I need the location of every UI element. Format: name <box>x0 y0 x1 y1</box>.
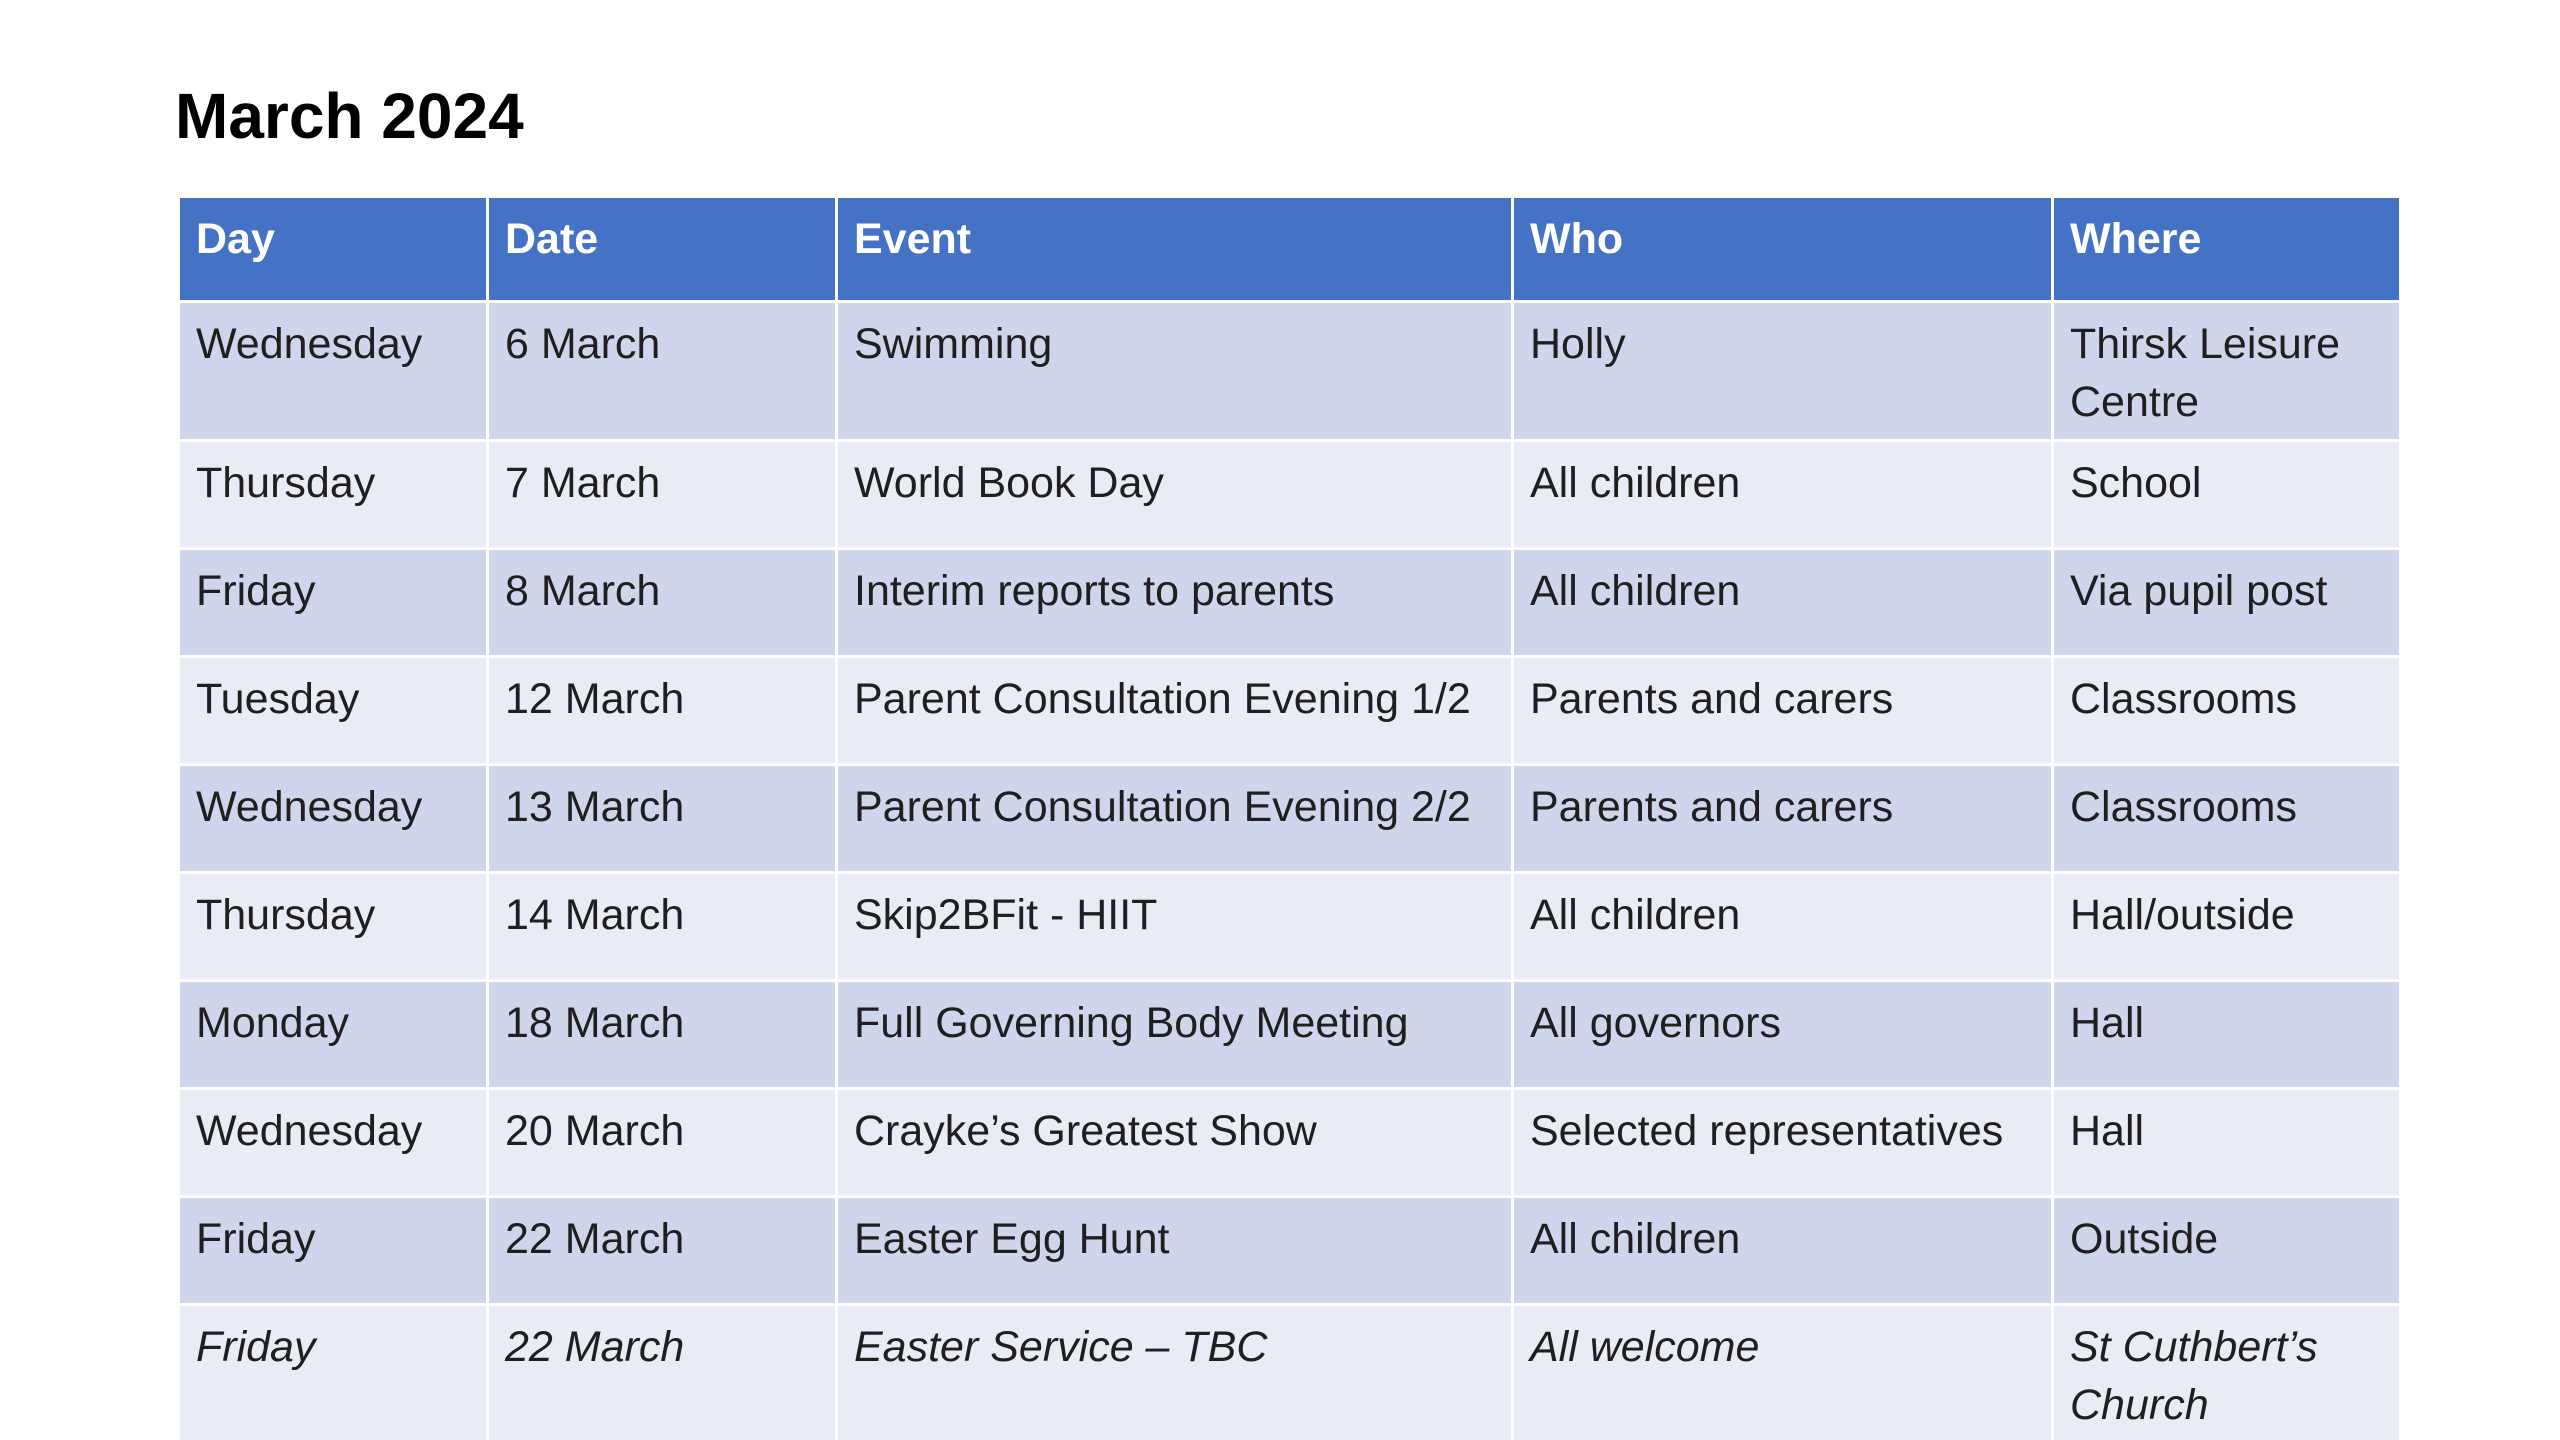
cell-date: 13 March <box>489 766 835 871</box>
cell-where: Via pupil post <box>2054 550 2399 655</box>
cell-day: Friday <box>180 1198 486 1303</box>
cell-event: Easter Service – TBC <box>838 1306 1511 1440</box>
cell-event: World Book Day <box>838 442 1511 547</box>
cell-where: Hall/outside <box>2054 874 2399 979</box>
table-row <box>180 982 2399 1087</box>
cell-who: Parents and carers <box>1514 766 2051 871</box>
header-where: Where <box>2054 198 2399 300</box>
cell-date: 22 March <box>489 1306 835 1440</box>
cell-day: Wednesday <box>180 766 486 871</box>
cell-day: Tuesday <box>180 658 486 763</box>
table-row <box>180 658 2399 763</box>
cell-date: 14 March <box>489 874 835 979</box>
table-header-row <box>180 198 2399 300</box>
cell-day: Monday <box>180 982 486 1087</box>
cell-day: Friday <box>180 1306 486 1440</box>
cell-where: Outside <box>2054 1198 2399 1303</box>
table-row <box>180 766 2399 871</box>
header-date: Date <box>489 198 835 300</box>
cell-where: Classrooms <box>2054 658 2399 763</box>
cell-where: Hall <box>2054 982 2399 1087</box>
events-table <box>177 195 2402 1440</box>
header-day: Day <box>180 198 486 300</box>
cell-day: Wednesday <box>180 303 486 439</box>
cell-event: Full Governing Body Meeting <box>838 982 1511 1087</box>
cell-day: Wednesday <box>180 1090 486 1195</box>
table-row <box>180 1090 2399 1195</box>
cell-event: Swimming <box>838 303 1511 439</box>
cell-who: All children <box>1514 550 2051 655</box>
cell-event: Skip2BFit - HIIT <box>838 874 1511 979</box>
cell-event: Interim reports to parents <box>838 550 1511 655</box>
table-row <box>180 303 2399 439</box>
cell-date: 20 March <box>489 1090 835 1195</box>
cell-where: Classrooms <box>2054 766 2399 871</box>
table-row <box>180 442 2399 547</box>
cell-event: Parent Consultation Evening 1/2 <box>838 658 1511 763</box>
cell-day: Friday <box>180 550 486 655</box>
table-row <box>180 874 2399 979</box>
cell-event: Crayke’s Greatest Show <box>838 1090 1511 1195</box>
cell-date: 18 March <box>489 982 835 1087</box>
page-title: March 2024 <box>175 80 524 152</box>
header-who: Who <box>1514 198 2051 300</box>
cell-date: 22 March <box>489 1198 835 1303</box>
table-row <box>180 550 2399 655</box>
cell-where: Thirsk Leisure Centre <box>2054 303 2399 439</box>
cell-who: Parents and carers <box>1514 658 2051 763</box>
cell-day: Thursday <box>180 874 486 979</box>
cell-who: Selected representatives <box>1514 1090 2051 1195</box>
cell-who: All children <box>1514 1198 2051 1303</box>
cell-who: Holly <box>1514 303 2051 439</box>
header-event: Event <box>838 198 1511 300</box>
cell-event: Parent Consultation Evening 2/2 <box>838 766 1511 871</box>
cell-date: 12 March <box>489 658 835 763</box>
cell-where: St Cuthbert’s Church <box>2054 1306 2399 1440</box>
cell-date: 6 March <box>489 303 835 439</box>
cell-who: All children <box>1514 874 2051 979</box>
cell-day: Thursday <box>180 442 486 547</box>
cell-event: Easter Egg Hunt <box>838 1198 1511 1303</box>
cell-where: School <box>2054 442 2399 547</box>
cell-who: All welcome <box>1514 1306 2051 1440</box>
cell-date: 8 March <box>489 550 835 655</box>
cell-who: All governors <box>1514 982 2051 1087</box>
cell-who: All children <box>1514 442 2051 547</box>
cell-where: Hall <box>2054 1090 2399 1195</box>
table-row <box>180 1198 2399 1303</box>
cell-date: 7 March <box>489 442 835 547</box>
table-row <box>180 1306 2399 1440</box>
